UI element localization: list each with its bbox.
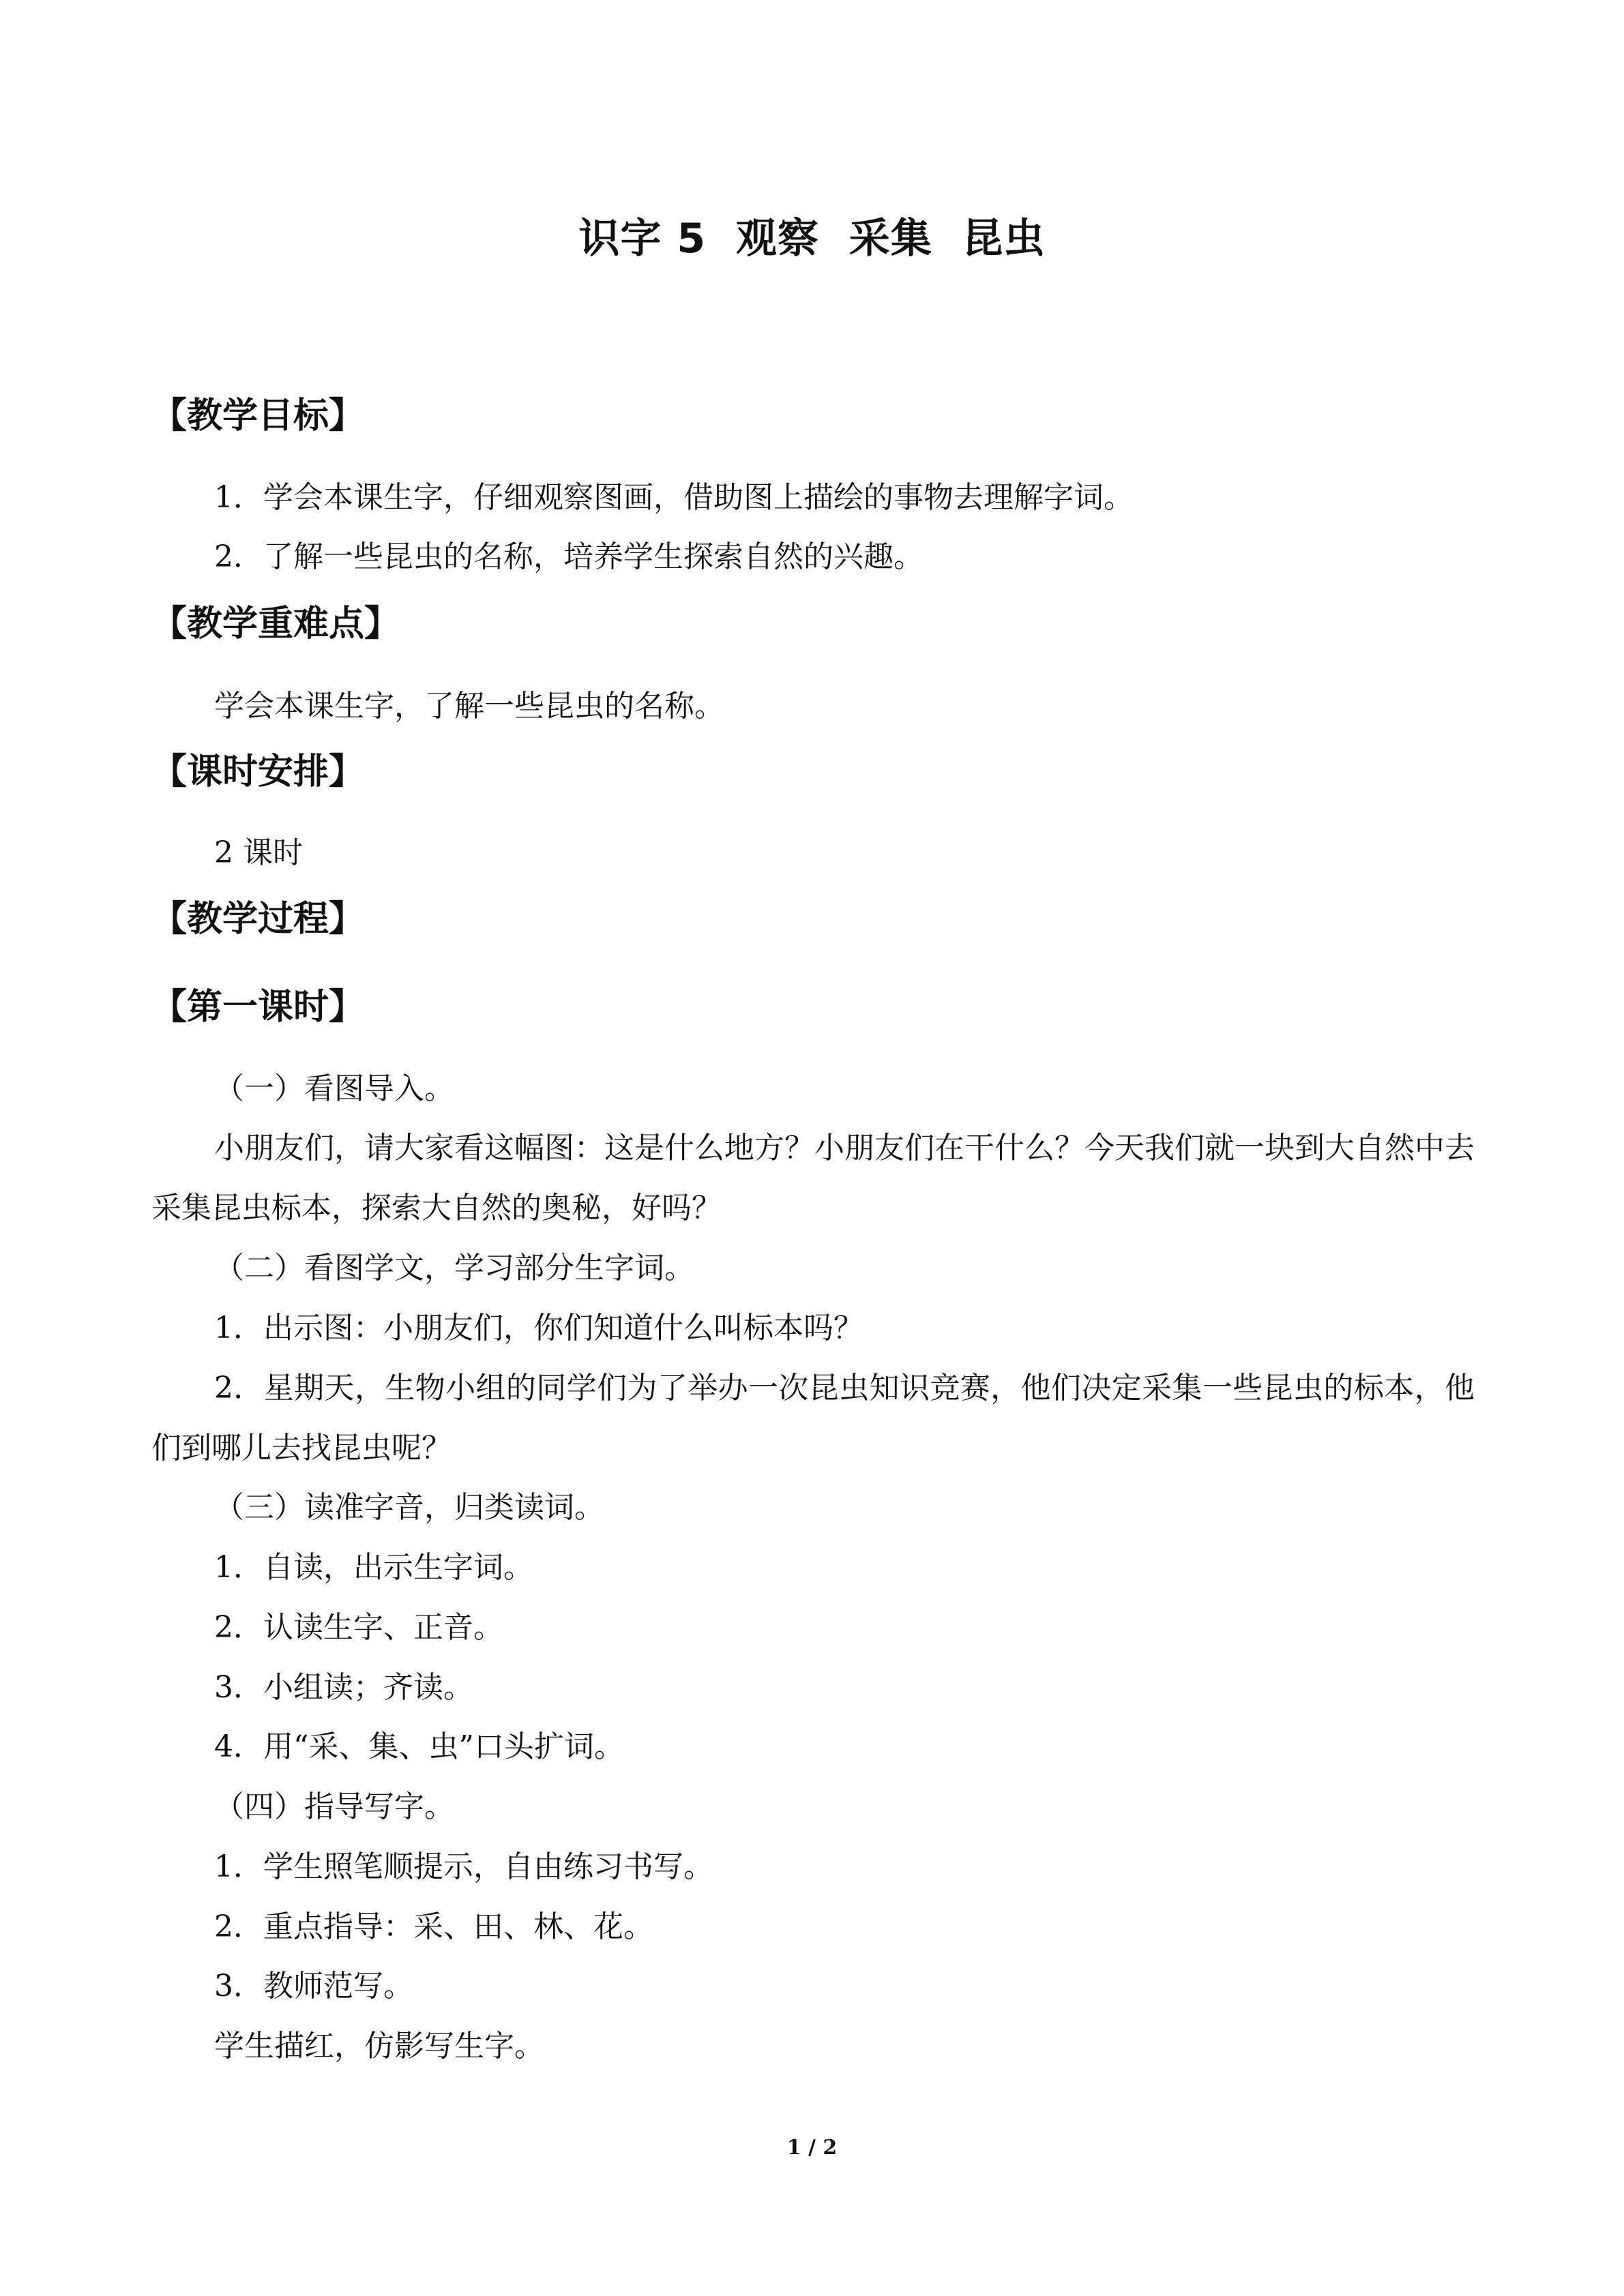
paragraph: 2 课时	[214, 835, 303, 870]
section-heading-process: 【教学过程】	[151, 899, 365, 940]
paragraph: 3．教师范写。	[214, 1969, 413, 2003]
paragraph: 3．小组读；齐读。	[214, 1670, 473, 1705]
paragraph: 2．了解一些昆虫的名称，培养学生探索自然的兴趣。	[214, 539, 924, 574]
paragraph: （三）读准字音，归类读词。	[214, 1490, 604, 1525]
paragraph: 2．星期天，生物小组的同学们为了举办一次昆虫知识竞赛，他们决定采集一些昆虫的标本，他们到哪儿去找昆虫呢？	[151, 1371, 1475, 1465]
paragraph: 学生描红，仿影写生字。	[214, 2029, 544, 2063]
section-heading-key-points: 【教学重难点】	[151, 603, 400, 644]
section-heading-teaching-goals: 【教学目标】	[151, 396, 365, 436]
paragraph: 2．重点指导：采、田、林、花。	[214, 1909, 653, 1944]
paragraph: 1．自读，出示生字词。	[214, 1550, 533, 1585]
paragraph: （四）指导写字。	[214, 1789, 454, 1824]
paragraph: （二）看图学文，学习部分生字词。	[214, 1251, 694, 1285]
paragraph: 1．出示图：小朋友们，你们知道什么叫标本吗？	[214, 1311, 863, 1345]
page-number: 1 / 2	[786, 2136, 838, 2160]
section-heading-first-lesson: 【第一课时】	[151, 987, 365, 1028]
paragraph: 2．认读生字、正音。	[214, 1610, 503, 1645]
paragraph: （一）看图导入。	[214, 1071, 454, 1106]
paragraph: 4．用“采、集、虫”口头扩词。	[214, 1729, 624, 1764]
paragraph: 1．学生照笔顺提示，自由练习书写。	[214, 1849, 713, 1884]
page-title: 识字 5 观察 采集 昆虫	[578, 215, 1046, 263]
paragraph: 学会本课生字，了解一些昆虫的名称。	[214, 689, 724, 724]
section-heading-schedule: 【课时安排】	[151, 751, 365, 792]
paragraph: 小朋友们，请大家看这幅图：这是什么地方？小朋友们在干什么？今天我们就一块到大自然中去采集昆虫标本，探索大自然的奥秘，好吗？	[151, 1131, 1475, 1225]
paragraph: 1．学会本课生字，仔细观察图画，借助图上描绘的事物去理解字词。	[214, 480, 1134, 515]
